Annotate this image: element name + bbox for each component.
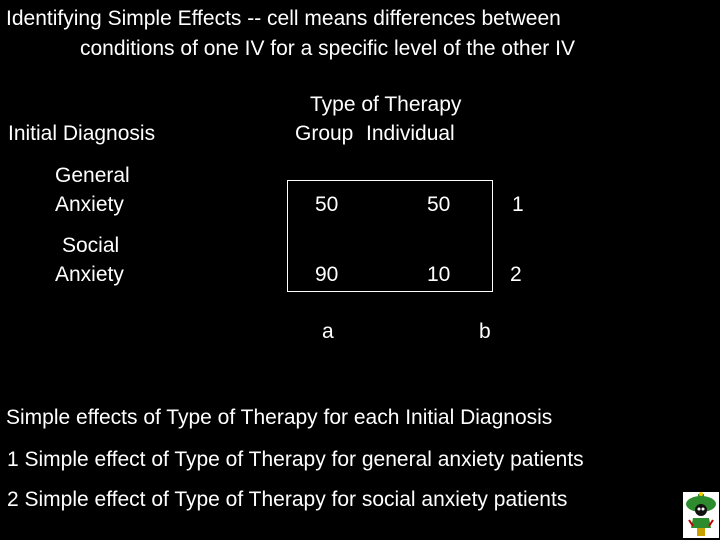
- column-effect-label-a: a: [322, 320, 334, 343]
- cell-social-group: 90: [315, 263, 339, 286]
- cell-general-group: 50: [315, 193, 339, 216]
- row-label-social-line-2: Anxiety: [55, 263, 124, 286]
- row-label-general-line-1: General: [55, 164, 130, 187]
- notes-item-2: 2 Simple effect of Type of Therapy for social anxiety patients: [7, 488, 568, 511]
- slide-title-line-1: Identifying Simple Effects -- cell means differences between: [6, 7, 561, 30]
- row-label-social-line-1: Social: [62, 234, 120, 257]
- cartoon-mascot-icon: [683, 492, 719, 538]
- notes-item-1: 1 Simple effect of Type of Therapy for general anxiety patients: [7, 448, 584, 471]
- column-factor-label: Type of Therapy: [310, 93, 462, 116]
- row-factor-label: Initial Diagnosis: [8, 122, 156, 145]
- simple-effect-label-2: 2: [510, 263, 522, 286]
- notes-heading: Simple effects of Type of Therapy for each Initial Diagnosis: [6, 406, 553, 429]
- slide-title-line-2: conditions of one IV for a specific level of the other IV: [80, 37, 575, 60]
- row-label-general-line-2: Anxiety: [55, 193, 124, 216]
- column-effect-label-b: b: [479, 320, 491, 343]
- column-header-group: Group: [295, 122, 354, 145]
- cell-social-individual: 10: [427, 263, 451, 286]
- column-header-individual: Individual: [366, 122, 455, 145]
- cell-general-individual: 50: [427, 193, 451, 216]
- simple-effect-label-1: 1: [512, 193, 524, 216]
